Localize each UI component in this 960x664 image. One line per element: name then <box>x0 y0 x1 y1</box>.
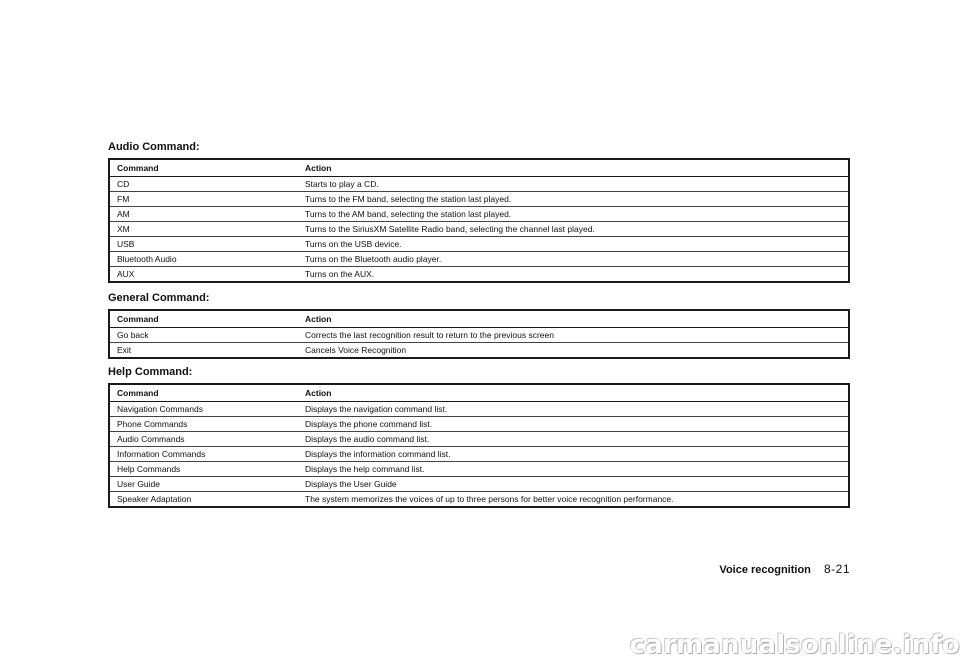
action-cell: Displays the audio command list. <box>298 432 849 447</box>
action-cell: Displays the User Guide <box>298 477 849 492</box>
audio-command-title: Audio Command: <box>108 141 200 153</box>
general-command-title: General Command: <box>108 292 210 304</box>
command-cell: Navigation Commands <box>109 402 298 417</box>
action-cell: Starts to play a CD. <box>298 177 849 192</box>
audio-command-table <box>108 158 850 283</box>
table-row <box>109 462 849 477</box>
column-header-command: Command <box>109 384 298 402</box>
help-command-table <box>108 383 850 508</box>
command-cell: FM <box>109 192 298 207</box>
action-cell: Displays the phone command list. <box>298 417 849 432</box>
table-row <box>109 237 849 252</box>
column-header-command: Command <box>109 310 298 328</box>
command-cell: CD <box>109 177 298 192</box>
table-row <box>109 447 849 462</box>
table-row <box>109 328 849 343</box>
action-cell: Turns on the AUX. <box>305 269 375 279</box>
page-footer <box>719 562 850 576</box>
help-command-title: Help Command: <box>108 366 193 378</box>
table-header-row <box>109 159 849 177</box>
action-cell: Turns to the FM band, selecting the station last played. <box>298 192 849 207</box>
table-row <box>109 432 849 447</box>
watermark: carmanualsonline.info <box>629 630 960 660</box>
command-cell: AM <box>109 207 298 222</box>
action-cell: Corrects the last recognition result to return to the previous screen <box>298 328 849 343</box>
table-row <box>109 177 849 192</box>
action-cell: Cancels Voice Recognition <box>305 345 407 355</box>
table-row <box>109 417 849 432</box>
table-row <box>109 477 849 492</box>
command-cell: User Guide <box>109 477 298 492</box>
command-cell: Bluetooth Audio <box>109 252 298 267</box>
action-cell: Turns on the Bluetooth audio player. <box>298 252 849 267</box>
table-row <box>109 207 849 222</box>
command-cell: XM <box>109 222 298 237</box>
table-row <box>109 222 849 237</box>
table-row <box>109 252 849 267</box>
command-cell: Speaker Adaptation <box>117 494 192 504</box>
column-header-action: Action <box>298 384 849 402</box>
command-cell: Help Commands <box>109 462 298 477</box>
action-cell: The system memorizes the voices of up to three persons for better voice recognition performance. <box>305 494 674 504</box>
command-cell: Exit <box>117 345 132 355</box>
column-header-command: Command <box>109 159 298 177</box>
column-header-action: Action <box>298 310 849 328</box>
general-command-table <box>108 309 850 359</box>
column-header-action: Action <box>298 159 849 177</box>
table-header-row <box>109 384 849 402</box>
table-row <box>109 402 849 417</box>
action-cell: Displays the help command list. <box>298 462 849 477</box>
table-row <box>109 192 849 207</box>
page-number: 8-21 <box>823 562 850 576</box>
command-cell: AUX <box>117 269 135 279</box>
command-cell: Information Commands <box>109 447 298 462</box>
action-cell: Turns to the AM band, selecting the station last played. <box>298 207 849 222</box>
command-cell: USB <box>109 237 298 252</box>
table-row <box>109 267 849 283</box>
action-cell: Displays the information command list. <box>298 447 849 462</box>
action-cell: Turns on the USB device. <box>298 237 849 252</box>
command-cell: Phone Commands <box>109 417 298 432</box>
table-row <box>109 492 849 508</box>
table-header-row <box>109 310 849 328</box>
command-cell: Go back <box>109 328 298 343</box>
table-row <box>109 343 849 359</box>
action-cell: Turns to the SiriusXM Satellite Radio band, selecting the channel last played. <box>298 222 849 237</box>
command-cell: Audio Commands <box>109 432 298 447</box>
action-cell: Displays the navigation command list. <box>298 402 849 417</box>
footer-section-name: Voice recognition <box>719 564 811 576</box>
